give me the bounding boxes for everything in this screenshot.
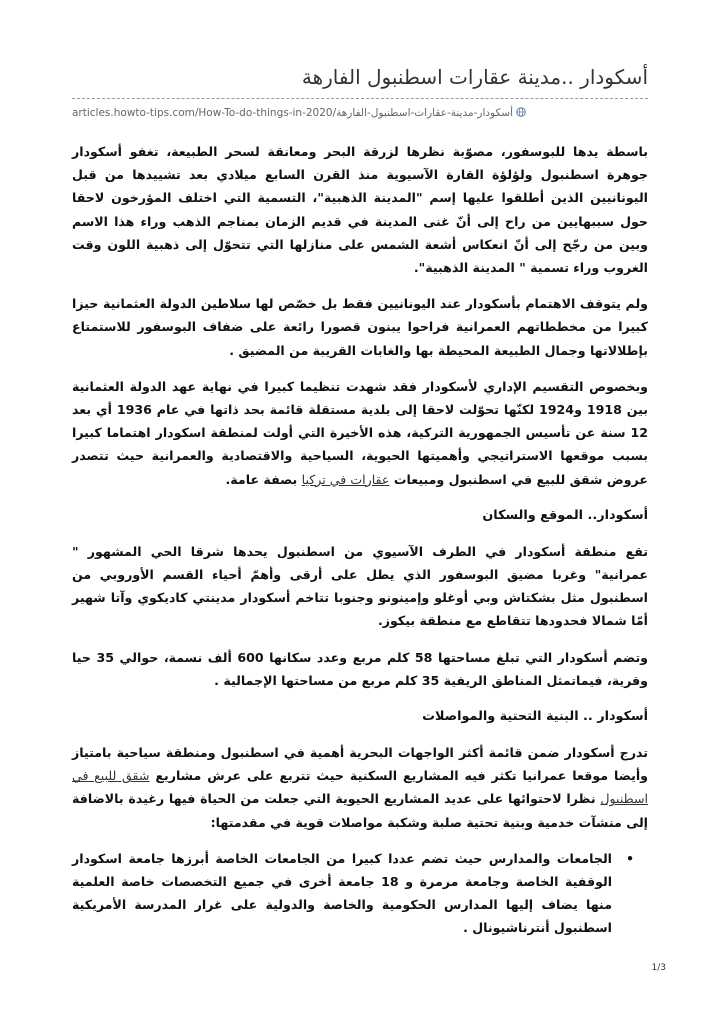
paragraph-text: وبخصوص التقسيم الإداري لأسكودار فقد شهدت تنظيما كبيرا في نهاية عهد الدولة العثمانية بين 1918 و1924 لكنّها تحوّلت لاحقا إلى بلدية مستقلة قائمة بحد ذاتها في عام 1936 أي بعد 12 سنة عن تأسيس الجمهورية التركية، هذه الأخيرة التي أولت لمنطقة اسكودار اهتماما كبيرا بسبب موقعها الاستراتيجي وأهميتها الحيوية، السياحية والاقتصادية والعمرانية حيث تتصدر عروض شقق للبيع في اسطنبول ومبيعات [72, 378, 648, 487]
page-number: 1/3 [651, 963, 666, 973]
source-url[interactable]: articles.howto-tips.com/How-To-do-things-in-2020/أسكودار-مدينة-عقارات-اسطنبول-الفارهة [72, 107, 513, 119]
bullet-icon: • [625, 850, 634, 866]
article-body [72, 140, 648, 940]
infrastructure-list [72, 847, 648, 940]
title-divider [72, 98, 648, 99]
paragraph: باسطة يدها للبوسفور، مصوّبة نظرها لزرقة البحر ومعانقة لسحر الطبيعة، تغفو أسكودار جوهرة اسطنبول ولؤلؤة القارة الآسيوية منذ القرن السابع ميلادي بعد تشييدها من قبل اليونانيين الذين أطلقوا عليها إسم "المدينة الذهبية"، التسمية التي اختلف المؤرخون لاحقا حول سببهايين من راح إلى أنّ غنى المدينة في قديم الزمان بمناجم الذهب وراء هذا الاسم وبين من رجّح إلى أنّ انعكاس أشعة الشمس على منازلها التي تتحوّل إلى ذهبية اللون وقت الغروب وراء تسمية " المدينة الذهبية". [72, 144, 648, 276]
paragraph-text: نظرا لاحتوائها على عديد المشاريع الحيوية التي جعلت من الحياة فيها رغيدة بالاضافة إلى منشآت خدمية وبنية تحتية صلبة وشكبة مواصلات قوية في مقدمتها: [72, 791, 648, 830]
list-item-text: الجامعات والمدارس حيث تضم عددا كبيرا من الجامعات الخاصة أبرزها جامعة اسكودار الوقفية الخاصة وجامعة مرمرة و 18 جامعة أخرى في جميع التخصصات خاصة العلمية منها يضاف إليها المدارس الحكومية والخاصة والدولية على غرار المدرسة الأمريكية اسطنبول أنترناشيونال . [72, 850, 613, 936]
paragraph: ولم يتوقف الاهتمام بأسكودار عند اليونانيين فقط بل خصّص لها سلاطين الدولة العثمانية حيزا كبيرا من مخططاتهم العمرانية فراحوا يبنون قصورا رائعة على ضفاف البوسفور للاستمتاع بإطلالاتها وجمال الطبيعة المحيطة بها والغابات القريبة من المضيق . [72, 296, 648, 358]
globe-icon [516, 107, 526, 117]
list-item [72, 847, 634, 940]
apartments-istanbul-link[interactable]: شقق للبيع في اسطنبول [72, 768, 648, 807]
page-title: أسكودار ..مدينة عقارات اسطنبول الفارهة [301, 65, 648, 89]
paragraph [72, 741, 648, 834]
section-heading-location: أسكودار.. الموقع والسكان [482, 507, 648, 523]
paragraph [72, 375, 648, 491]
paragraph: تقع منطقة أسكودار في الطرف الآسيوي من اسطنبول يحدها شرقا الحي المشهور " عمرانية" وغربا مضيق البوسفور الذي يطل على أرقى وأهمّ أحياء القسم الأوروبي من اسطنبول مثل بشكتاش وبي أوغلو وإمينونو وجنوبا تتاخم أسكودار مدينتي كاديكوي وآتا شهير أمّا شمالا فحدودها تتقاطع مع منطقة بيكوز. [72, 543, 648, 629]
real-estate-turkey-link[interactable]: عقارات في تركيا [301, 471, 390, 487]
section-heading-infrastructure: أسكودار .. البنية التحتية والمواصلات [422, 709, 648, 725]
source-url-row [72, 106, 526, 120]
paragraph-text: بصفة عامة. [225, 471, 298, 487]
paragraph: وتضم أسكودار التي تبلغ مساحتها 58 كلم مربع وعدد سكانها 600 ألف نسمة، حوالي 35 حيا وقرية، فيماتمثل المناطق الريفية 35 كلم مربع من مساحتها الإجمالية . [72, 649, 649, 688]
paragraph-text: تدرج أسكودار ضمن قائمة أكثر الواجهات البحرية أهمية في اسطنبول ومنطقة سياحية بامتياز وأيضا موقعا عمرانيا تكثر فيه المشاريع السكنية حيث تتربع على عرش مشاريع [72, 745, 648, 784]
